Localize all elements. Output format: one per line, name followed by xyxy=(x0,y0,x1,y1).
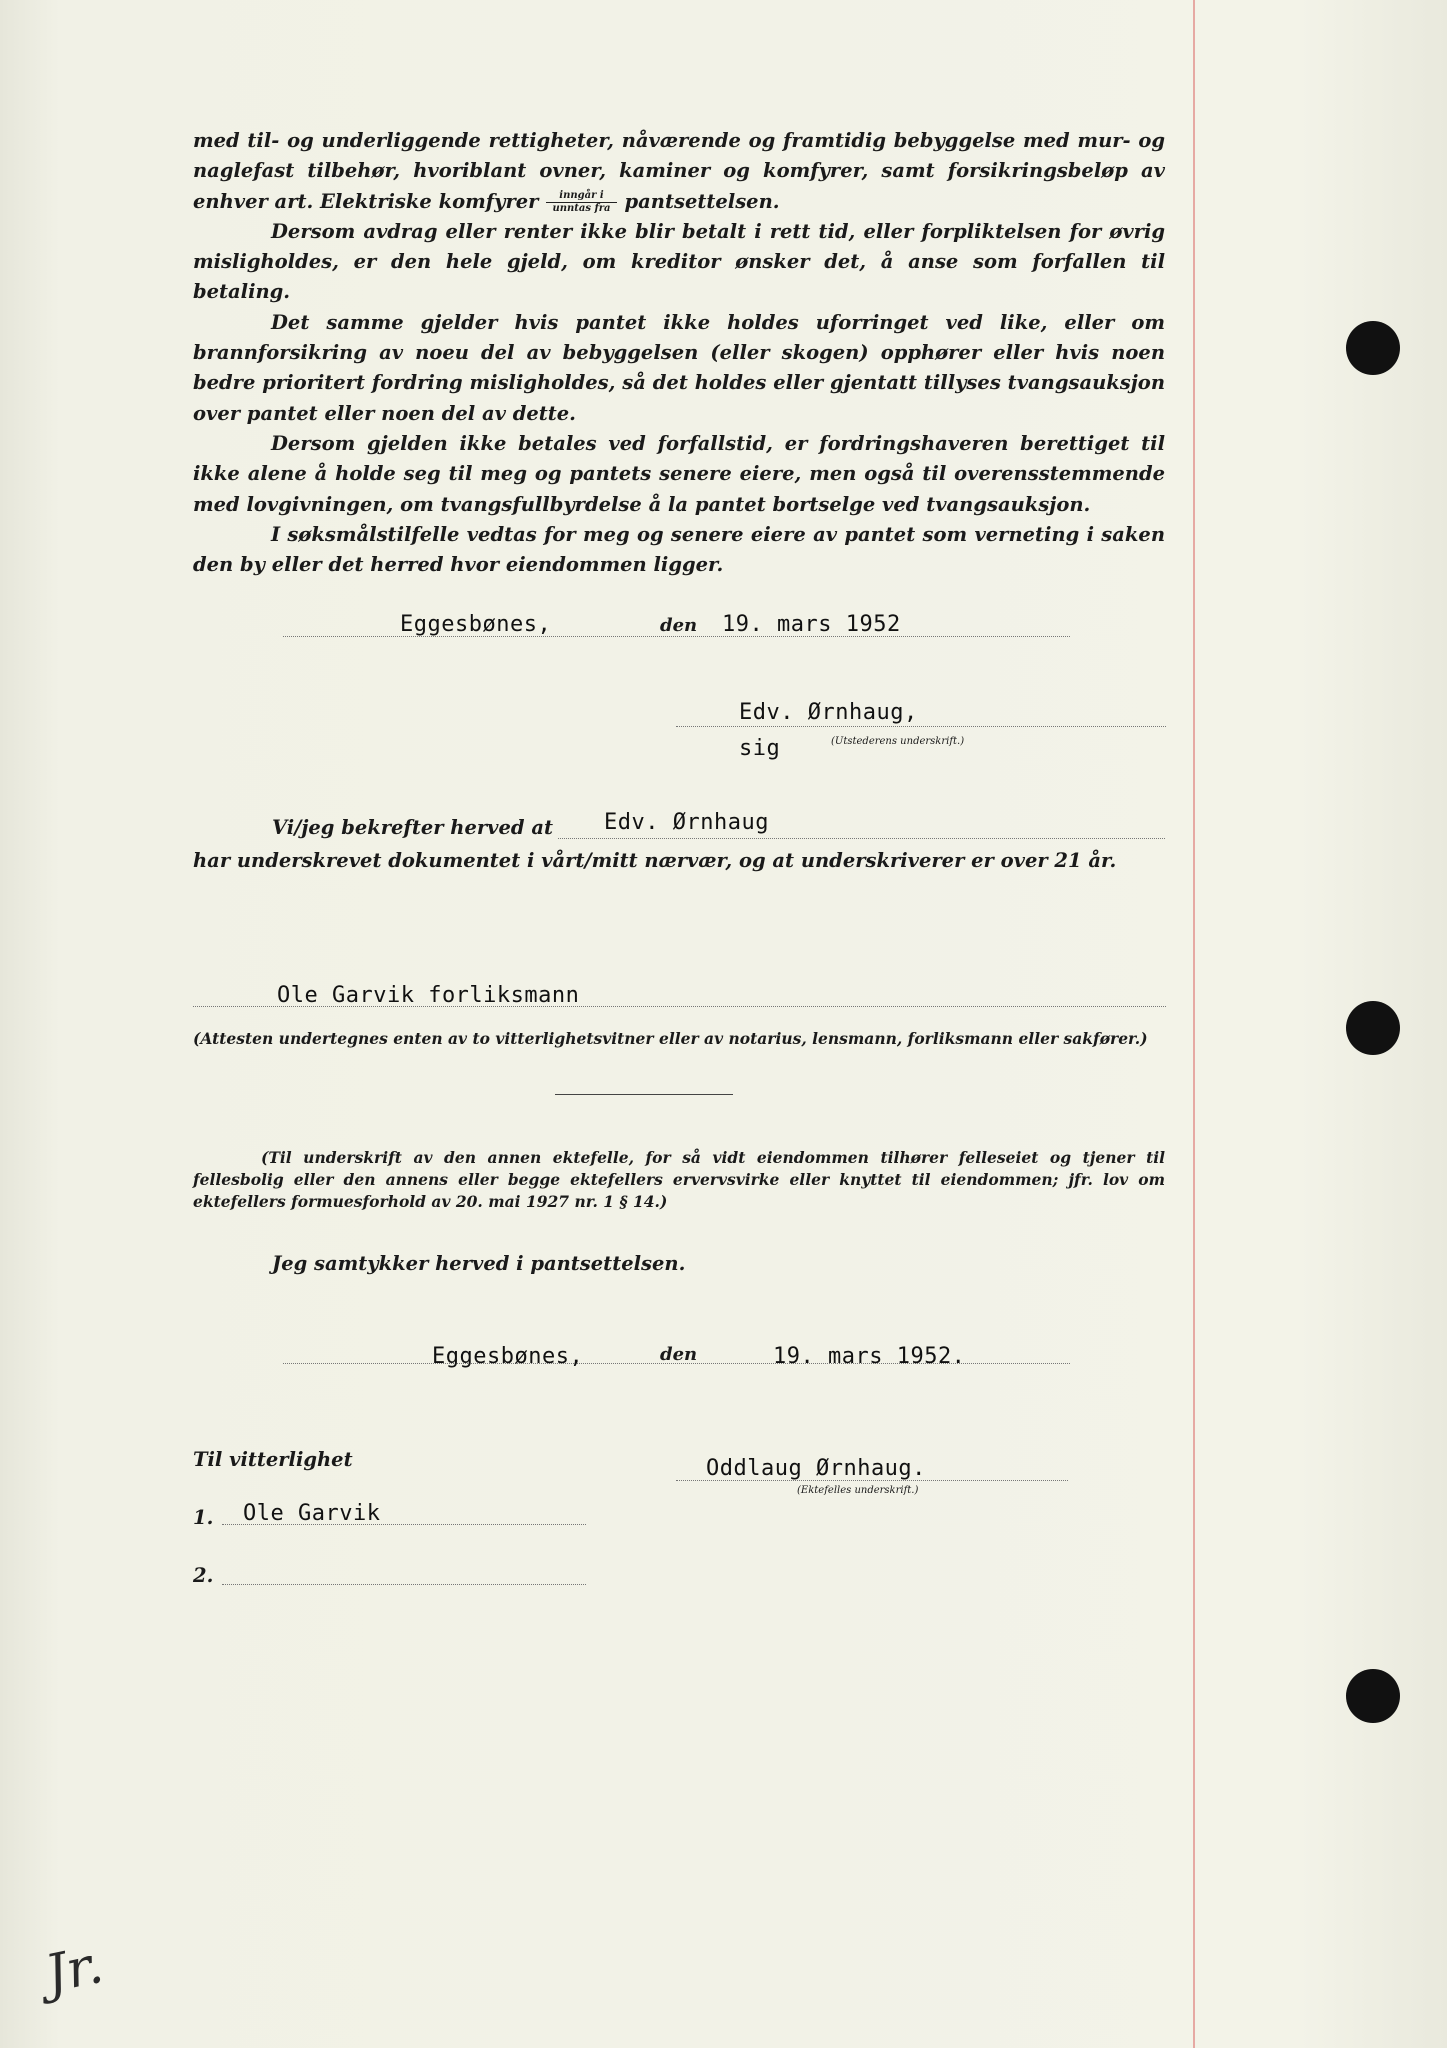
clause-1-text: med til- og underliggende rettigheter, nåværende og framtidig bebyggelse med mur- og naglefast tilbehør, hvoriblant ovner, kaminer og komfyrer, samt forsikringsbeløp av enhver art. Elektriske komfyrer xyxy=(193,129,1165,213)
witness-1-name: Ole Garvik xyxy=(243,1501,381,1526)
clause-5: I søksmålstilfelle vedtas for meg og senere eiere av pantet som verneting i saken den by eller det herred hvor eiendommen ligger. xyxy=(193,522,1165,577)
clause-1-end: pantsettelsen. xyxy=(624,189,780,213)
signing1-date: 19. mars 1952 xyxy=(722,612,901,637)
signer-caption-2: (Ektefelles underskrift.) xyxy=(797,1485,919,1496)
clause-3: Det samme gjelder hvis pantet ikke holdes uforringet ved like, eller om brannforsikring av noeu del av bebyggelsen (eller skogen) opphører eller hvis noen bedre prioritert fordring misligholdes, så det holdes eller gjentatt tillyses tvangsauksjon over pantet eller noen del av dette. xyxy=(193,310,1165,425)
spouse-note xyxy=(193,1147,1165,1213)
comfyr-fraction xyxy=(546,190,616,215)
fraction-bottom: unntas fra xyxy=(552,202,611,214)
mortgage-clauses xyxy=(193,126,1165,580)
fraction-top: inngår i xyxy=(546,190,616,203)
section-divider xyxy=(555,1094,733,1095)
signing1-sig: sig xyxy=(739,736,781,761)
signer-caption-1: (Utstederens underskrift.) xyxy=(831,736,965,747)
witness-1-number: 1. xyxy=(193,1506,214,1529)
signing2-signer: Oddlaug Ørnhaug. xyxy=(706,1456,926,1481)
witness-lead: Vi/jeg bekrefter herved at xyxy=(272,816,553,839)
spouse-consent: Jeg samtykker herved i pantsettelsen. xyxy=(272,1252,686,1275)
witness-statement: har underskrevet dokumentet i vårt/mitt nærvær, og at underskriverer er over 21 år. xyxy=(193,849,1117,872)
clause-1 xyxy=(193,126,1165,217)
signing1-den: den xyxy=(660,615,698,636)
margin-rule xyxy=(1193,0,1195,2048)
clause-2: Dersom avdrag eller renter ikke blir betalt i rett tid, eller forpliktelsen for øvrig misligholdes, er den hele gjeld, om kreditor ønsker det, å anse som forfallen til betaling. xyxy=(193,219,1165,304)
witness-2-number: 2. xyxy=(193,1564,214,1587)
punch-hole-1 xyxy=(1346,321,1400,375)
signer-line-1 xyxy=(676,726,1166,727)
signing1-signer: Edv. Ørnhaug, xyxy=(739,700,918,725)
witness-confirmed-name: Edv. Ørnhaug xyxy=(604,810,769,835)
spouse-note-text: (Til underskrift av den annen ektefelle, for så vidt eiendommen tilhører felleseiet og tjener til fellesbolig eller den annens eller begge ektefellers ervervsvirke eller knyttet til eiendommen; jfr. lov om ektefellers formuesforhold av 20. mai 1927 nr. 1 § 14.) xyxy=(193,1148,1165,1211)
witness-signature: Ole Garvik forliksmann xyxy=(277,983,580,1008)
attest-note: (Attesten undertegnes enten av to vitterlighetsvitner eller av notarius, lensmann, forliksmann eller sakfører.) xyxy=(193,1029,1148,1048)
signing2-place: Eggesbønes, xyxy=(432,1344,584,1369)
signing2-den: den xyxy=(660,1344,698,1365)
witness-name-line xyxy=(558,838,1165,839)
signing1-place: Eggesbønes, xyxy=(400,612,552,637)
clause-4: Dersom gjelden ikke betales ved forfallstid, er fordringshaveren berettiget til ikke alene å holde seg til meg og pantets senere eiere, men også til overensstemmende med lovgivningen, om tvangsfullbyrdelse å la pantet bortselge ved tvangsauksjon. xyxy=(193,431,1165,516)
til-vitterlighet: Til vitterlighet xyxy=(193,1448,353,1471)
margin-handwritten-mark: Jr. xyxy=(40,1934,109,2006)
witness-2-line xyxy=(222,1584,586,1585)
punch-hole-3 xyxy=(1346,1669,1400,1723)
punch-hole-2 xyxy=(1346,1001,1400,1055)
signing2-date: 19. mars 1952. xyxy=(773,1344,966,1369)
